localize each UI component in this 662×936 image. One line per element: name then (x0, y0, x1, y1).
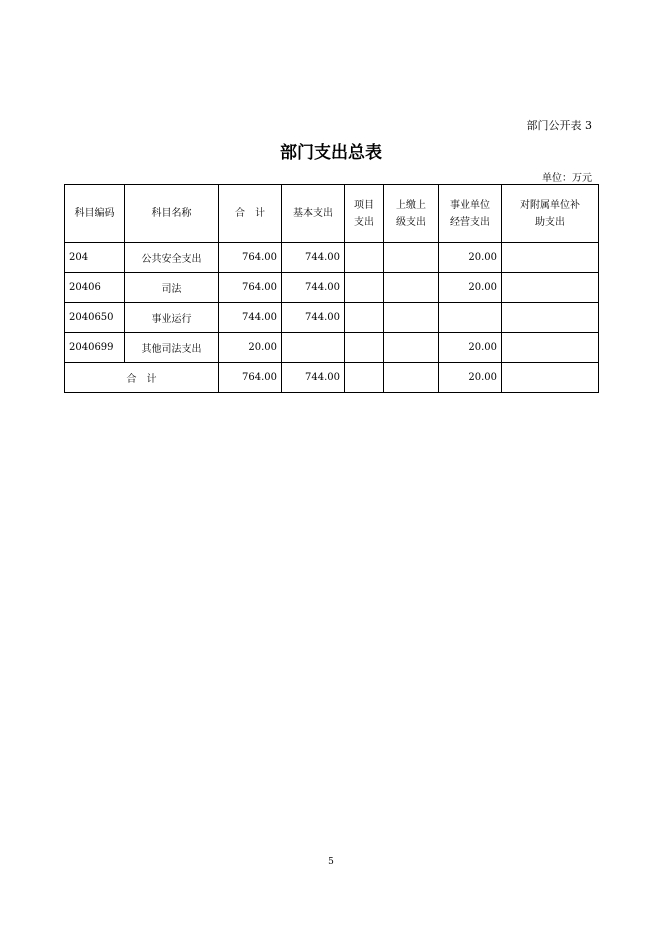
page-title: 部门支出总表 (280, 143, 382, 163)
cell-name: 司法 (125, 273, 219, 303)
cell-business: 20.00 (439, 333, 502, 363)
cell-project (345, 243, 384, 273)
cell-total: 20.00 (219, 333, 282, 363)
cell-basic: 744.00 (282, 303, 345, 333)
cell-code: 2040699 (65, 333, 125, 363)
table-row (65, 273, 599, 303)
cell-business: 20.00 (439, 273, 502, 303)
cell-remit (384, 273, 439, 303)
table-total-row (65, 363, 599, 393)
cell-basic: 744.00 (282, 363, 345, 393)
cell-subsidy (502, 243, 599, 273)
cell-total: 764.00 (219, 273, 282, 303)
cell-subsidy (502, 273, 599, 303)
cell-code: 204 (65, 243, 125, 273)
col-header-basic: 基本支出 (282, 185, 345, 243)
table-header-row (65, 185, 599, 243)
cell-subsidy (502, 303, 599, 333)
cell-remit (384, 243, 439, 273)
col-header-total: 合 计 (219, 185, 282, 243)
cell-total: 764.00 (219, 243, 282, 273)
col-header-name: 科目名称 (125, 185, 219, 243)
cell-code: 2040650 (65, 303, 125, 333)
page-number: 5 (328, 857, 334, 867)
cell-remit (384, 333, 439, 363)
table-row (65, 303, 599, 333)
cell-business (439, 303, 502, 333)
cell-total-label: 合 计 (65, 363, 219, 393)
cell-basic: 744.00 (282, 243, 345, 273)
cell-basic (282, 333, 345, 363)
col-header-business: 事业单位经营支出 (439, 185, 502, 243)
cell-subsidy (502, 333, 599, 363)
cell-total: 744.00 (219, 303, 282, 333)
cell-name: 其他司法支出 (125, 333, 219, 363)
cell-code: 20406 (65, 273, 125, 303)
cell-remit (384, 363, 439, 393)
table-row (65, 333, 599, 363)
cell-name: 公共安全支出 (125, 243, 219, 273)
expenditure-table (64, 184, 599, 393)
table-number: 部门公开表 3 (526, 119, 592, 132)
cell-project (345, 363, 384, 393)
cell-business: 20.00 (439, 243, 502, 273)
unit-label: 单位：万元 (542, 173, 592, 184)
col-header-project: 项目支出 (345, 185, 384, 243)
cell-total: 764.00 (219, 363, 282, 393)
cell-name: 事业运行 (125, 303, 219, 333)
cell-remit (384, 303, 439, 333)
cell-project (345, 273, 384, 303)
cell-project (345, 303, 384, 333)
col-header-remit: 上缴上级支出 (384, 185, 439, 243)
cell-basic: 744.00 (282, 273, 345, 303)
col-header-code: 科目编码 (65, 185, 125, 243)
col-header-subsidy: 对附属单位补助支出 (502, 185, 599, 243)
cell-project (345, 333, 384, 363)
table-row (65, 243, 599, 273)
cell-subsidy (502, 363, 599, 393)
cell-business: 20.00 (439, 363, 502, 393)
